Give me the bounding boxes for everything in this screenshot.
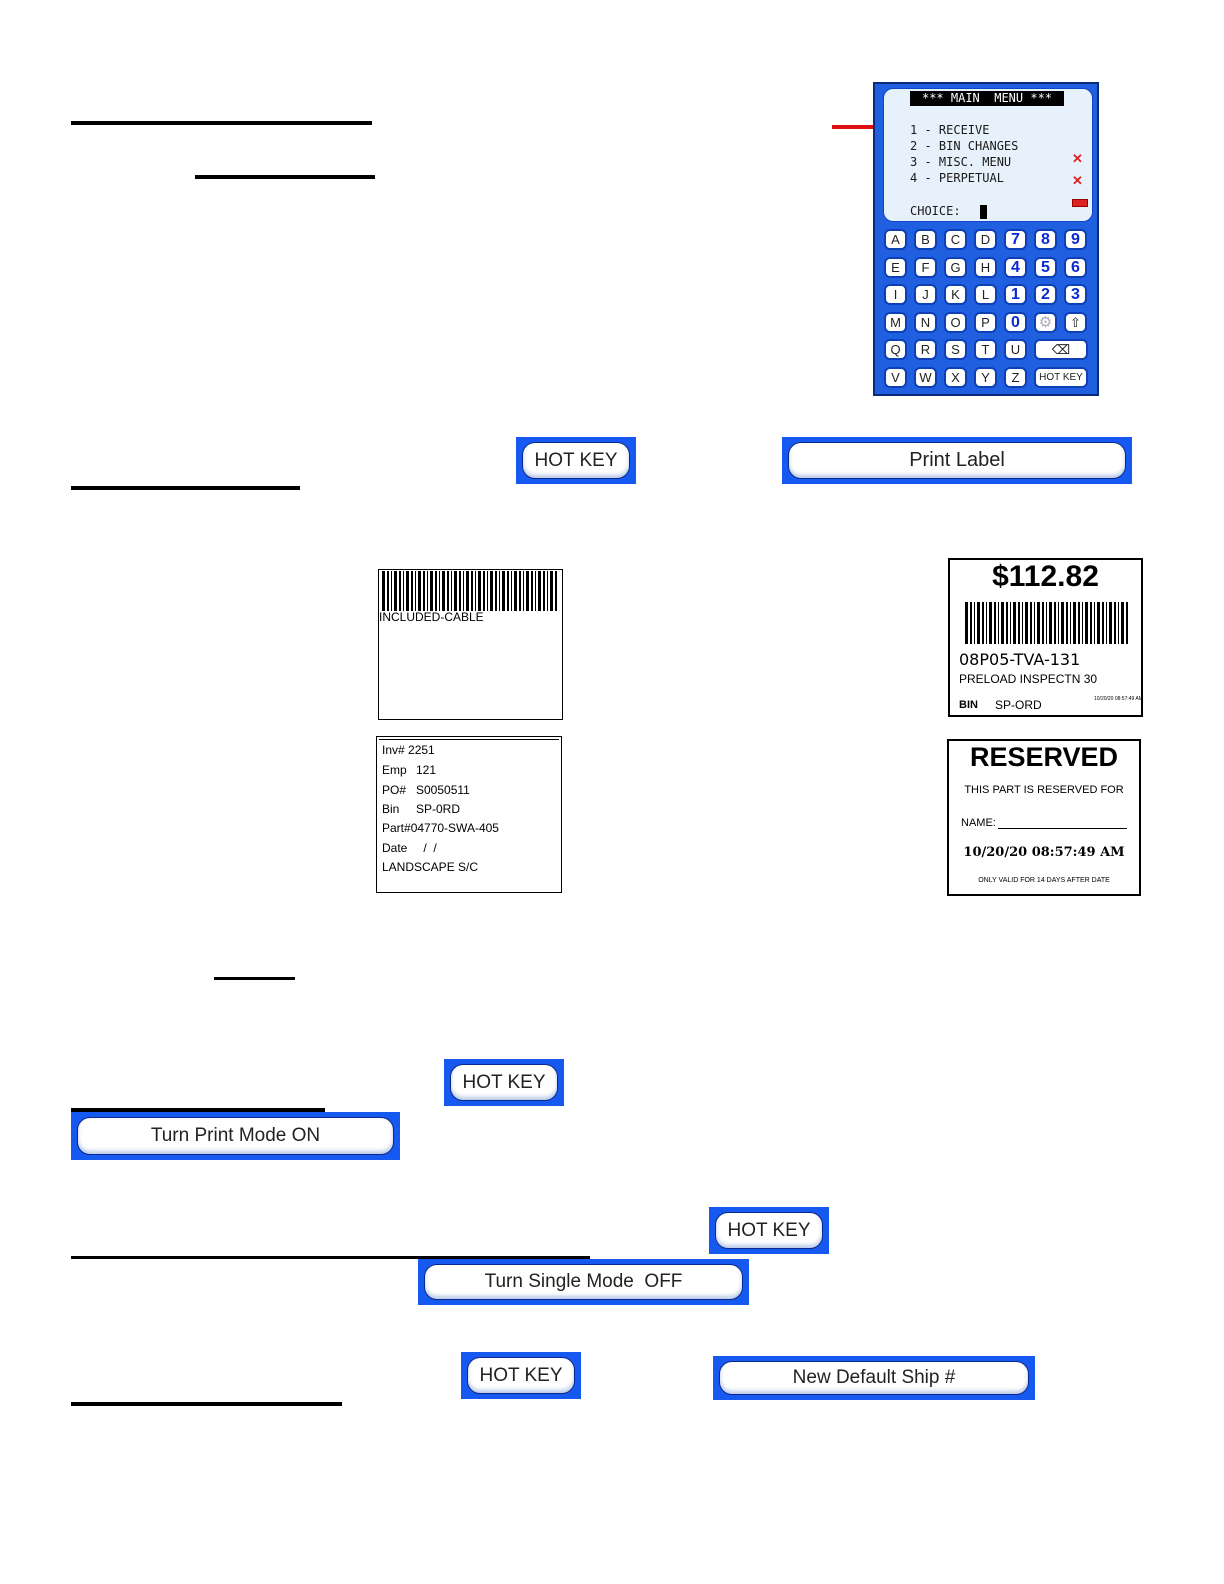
new-default-ship-button-screenshot: [713, 1356, 1035, 1400]
print-label-button-screenshot: [782, 437, 1132, 484]
key-s[interactable]: S: [944, 339, 967, 360]
heading-rule-4: [214, 977, 295, 980]
barcode-bar: [475, 571, 476, 611]
heading-rule-7: [71, 1402, 342, 1406]
barcode-bar: [535, 571, 536, 611]
key-m[interactable]: M: [884, 312, 907, 333]
key-o[interactable]: O: [944, 312, 967, 333]
barcode-bar: [1094, 602, 1095, 644]
turn-single-mode-off-button[interactable]: Turn Single Mode OFF: [424, 1264, 743, 1300]
barcode-bar: [1109, 602, 1112, 644]
barcode-bar: [555, 571, 557, 611]
barcode-bar: [391, 571, 392, 611]
barcode-bar: [989, 602, 992, 644]
reserved-title: RESERVED: [969, 742, 1119, 772]
key-q[interactable]: Q: [884, 339, 907, 360]
reserved-subtitle: THIS PART IS RESERVED FOR: [964, 784, 1124, 796]
reserved-datetime: 10/20/20 08:57:49 AM: [963, 845, 1125, 860]
barcode-bar: [495, 571, 497, 611]
barcode-bar: [415, 571, 416, 611]
barcode-bar: [454, 571, 457, 611]
bin-label: BIN: [959, 699, 978, 711]
key-c[interactable]: C: [944, 229, 967, 250]
date-value: / /: [420, 841, 437, 855]
barcode-bar: [1001, 602, 1004, 644]
barcode-label-text: INCLUDED-CABLE: [379, 610, 484, 624]
hot-key-button-screenshot: [516, 437, 636, 484]
barcode-bar: [974, 602, 975, 644]
barcode-bar: [1037, 602, 1040, 644]
emp-key: Emp: [382, 763, 407, 777]
barcode-bar: [519, 571, 521, 611]
key-h[interactable]: H: [974, 257, 997, 278]
barcode-bar: [1013, 602, 1016, 644]
reserved-label: [947, 739, 1141, 896]
validity-note: ONLY VALID FOR 14 DAYS AFTER DATE: [978, 877, 1110, 884]
po-row: [382, 783, 470, 797]
po-key: PO#: [382, 783, 407, 797]
barcode-bar: [411, 571, 413, 611]
key-r[interactable]: R: [914, 339, 937, 360]
barcode-bar: [406, 571, 409, 611]
key-f[interactable]: F: [914, 257, 937, 278]
barcode-bar: [502, 571, 505, 611]
barcode-bar: [1073, 602, 1076, 644]
barcode-bar: [982, 602, 984, 644]
barcode-bar: [543, 571, 545, 611]
key-3[interactable]: 3: [1064, 284, 1087, 305]
key-e[interactable]: E: [884, 257, 907, 278]
barcode-bar: [483, 571, 485, 611]
hot-key-button[interactable]: HOT KEY: [450, 1064, 558, 1101]
turn-print-mode-on-button[interactable]: Turn Print Mode ON: [77, 1117, 394, 1155]
barcode-bar: [1034, 602, 1035, 644]
name-field-label: NAME:: [961, 817, 996, 829]
barcode-bar: [1070, 602, 1071, 644]
barcode-bar: [1066, 602, 1068, 644]
hot-key-button[interactable]: HOT KEY: [1034, 367, 1088, 388]
key-a[interactable]: A: [884, 229, 907, 250]
battery-icon: [1072, 199, 1088, 207]
key-x[interactable]: X: [944, 367, 967, 388]
barcode-bar: [471, 571, 473, 611]
key-7[interactable]: 7: [1004, 229, 1027, 250]
barcode-bar: [382, 571, 385, 611]
choice-prompt: CHOICE:: [910, 204, 961, 218]
key-y[interactable]: Y: [974, 367, 997, 388]
emp-value: 121: [416, 763, 437, 777]
barcode-bar: [965, 602, 968, 644]
status-x-icon: ✕: [1072, 151, 1083, 166]
barcode-bar: [1061, 602, 1064, 644]
barcode-bar: [459, 571, 461, 611]
inv-number-row: [382, 743, 435, 757]
barcode-bar: [531, 571, 533, 611]
barcode-bar: [394, 571, 397, 611]
barcode-bar: [1046, 602, 1047, 644]
hot-key-button[interactable]: HOT KEY: [467, 1357, 575, 1394]
key-i[interactable]: I: [884, 284, 907, 305]
barcode-bar: [387, 571, 389, 611]
barcode-bar: [442, 571, 445, 611]
key-9[interactable]: 9: [1064, 229, 1087, 250]
bin-key: Bin: [382, 802, 400, 816]
key-6[interactable]: 6: [1064, 257, 1087, 278]
heading-rule-2: [195, 175, 375, 179]
barcode-bar: [447, 571, 449, 611]
menu-item-misc-menu[interactable]: 3 - MISC. MENU: [910, 155, 1012, 169]
barcode-bar: [1025, 602, 1028, 644]
barcode-bar: [1058, 602, 1059, 644]
barcode-bar: [1078, 602, 1080, 644]
inv-key: Inv#: [382, 743, 405, 757]
bin-value: SP-0RD: [416, 802, 461, 816]
barcode-bar: [1030, 602, 1032, 644]
key-8[interactable]: 8: [1034, 229, 1057, 250]
key-w[interactable]: W: [914, 367, 937, 388]
key-j[interactable]: J: [914, 284, 937, 305]
main-menu-title: *** MAIN MENU ***: [910, 91, 1064, 106]
barcode-bar: [1118, 602, 1119, 644]
name-field-line: [998, 828, 1127, 829]
barcode-bar: [466, 571, 469, 611]
key-d[interactable]: D: [974, 229, 997, 250]
barcode-bar: [1006, 602, 1008, 644]
part-row: [382, 821, 499, 835]
price-label: [948, 558, 1143, 717]
key-0[interactable]: 0: [1004, 312, 1027, 333]
date-row: [382, 841, 437, 855]
hot-key-button[interactable]: HOT KEY: [522, 442, 630, 479]
part-description: PRELOAD INSPECTN 30: [959, 672, 1098, 686]
key-p[interactable]: P: [974, 312, 997, 333]
device-screen: [883, 88, 1093, 222]
barcode-bar: [478, 571, 481, 611]
new-default-ship-button[interactable]: New Default Ship #: [719, 1361, 1029, 1395]
barcode-bar: [994, 602, 996, 644]
barcode-bar: [403, 571, 404, 611]
shift-up-arrow-icon[interactable]: ⇧: [1064, 312, 1087, 333]
description-value: LANDSCAPE S/C: [382, 860, 479, 874]
heading-rule-3: [71, 486, 300, 490]
barcode-bar: [1042, 602, 1044, 644]
key-t[interactable]: T: [974, 339, 997, 360]
key-k[interactable]: K: [944, 284, 967, 305]
po-value: S0050511: [416, 783, 470, 797]
input-cursor: [980, 205, 987, 219]
part-number: 08P05-TVA-131: [959, 650, 1081, 669]
key-v[interactable]: V: [884, 367, 907, 388]
key-1[interactable]: 1: [1004, 284, 1027, 305]
menu-item-bin-changes[interactable]: 2 - BIN CHANGES: [910, 139, 1019, 153]
barcode-bar: [511, 571, 512, 611]
status-x-icon: ✕: [1072, 173, 1083, 188]
barcode-bar: [1102, 602, 1104, 644]
barcode-bar: [998, 602, 999, 644]
barcode-bar: [970, 602, 972, 644]
barcode-bar: [1049, 602, 1052, 644]
turn-single-mode-off-button-screenshot: [418, 1259, 749, 1305]
inventory-label: [376, 736, 562, 893]
emp-row: [382, 763, 436, 777]
hot-key-button[interactable]: HOT KEY: [715, 1212, 823, 1249]
inv-value: 2251: [408, 743, 435, 757]
key-l[interactable]: L: [974, 284, 997, 305]
barcode-bar: [538, 571, 541, 611]
barcode-bar: [430, 571, 433, 611]
barcode-bar: [1114, 602, 1116, 644]
key-4[interactable]: 4: [1004, 257, 1027, 278]
hot-key-button-screenshot: [444, 1059, 564, 1106]
barcode-bar: [547, 571, 548, 611]
barcode-bar: [451, 571, 452, 611]
barcode-image: [963, 602, 1129, 644]
barcode-bar: [550, 571, 553, 611]
price-value: $112.82: [992, 560, 1099, 593]
part-value: 04770-SWA-405: [410, 821, 499, 835]
menu-item-receive[interactable]: 1 - RECEIVE: [910, 123, 990, 137]
barcode-bar: [427, 571, 428, 611]
barcode-bar: [1054, 602, 1056, 644]
barcode-bar: [490, 571, 493, 611]
hot-key-button-screenshot: [461, 1352, 581, 1399]
barcode-bar: [526, 571, 529, 611]
barcode-bar: [514, 571, 517, 611]
hot-key-button-screenshot: [709, 1207, 829, 1254]
key-b[interactable]: B: [914, 229, 937, 250]
barcode-bar: [986, 602, 987, 644]
barcode-bar: [1082, 602, 1083, 644]
barcode-bar: [523, 571, 524, 611]
barcode-bar: [463, 571, 464, 611]
description-row: [382, 860, 478, 874]
key-5[interactable]: 5: [1034, 257, 1057, 278]
bin-row: [382, 802, 460, 816]
barcode-bar: [1085, 602, 1088, 644]
barcode-bar: [1022, 602, 1023, 644]
barcode-bar: [499, 571, 500, 611]
turn-print-mode-on-button-screenshot: [71, 1112, 400, 1160]
key-n[interactable]: N: [914, 312, 937, 333]
barcode-bar: [487, 571, 488, 611]
key-z[interactable]: Z: [1004, 367, 1027, 388]
barcode-bar: [423, 571, 425, 611]
barcode-bar: [418, 571, 421, 611]
settings-gear-icon[interactable]: ⚙: [1034, 312, 1057, 333]
handheld-main-menu-screenshot: [873, 82, 1099, 396]
barcode-bar: [435, 571, 437, 611]
heading-rule-1: [71, 121, 372, 125]
barcode-bar: [1018, 602, 1020, 644]
key-g[interactable]: G: [944, 257, 967, 278]
barcode-label: [378, 569, 563, 720]
part-key: Part#: [382, 821, 411, 835]
barcode-bar: [1121, 602, 1124, 644]
barcode-image: [380, 571, 561, 611]
key-2[interactable]: 2: [1034, 284, 1057, 305]
bin-value: SP-ORD: [995, 698, 1042, 712]
barcode-bar: [507, 571, 509, 611]
barcode-bar: [439, 571, 440, 611]
barcode-bar: [977, 602, 980, 644]
barcode-bar: [1097, 602, 1100, 644]
barcode-bar: [1106, 602, 1107, 644]
print-timestamp: 10/20/20 08:57:49 AM: [1094, 696, 1143, 702]
key-u[interactable]: U: [1004, 339, 1027, 360]
date-key: Date: [382, 841, 408, 855]
print-label-button[interactable]: Print Label: [788, 442, 1126, 479]
backspace-icon[interactable]: ⌫: [1034, 339, 1088, 360]
barcode-bar: [1010, 602, 1011, 644]
barcode-bar: [1126, 602, 1128, 644]
barcode-bar: [399, 571, 401, 611]
barcode-bar: [1090, 602, 1092, 644]
menu-item-perpetual[interactable]: 4 - PERPETUAL: [910, 171, 1004, 185]
